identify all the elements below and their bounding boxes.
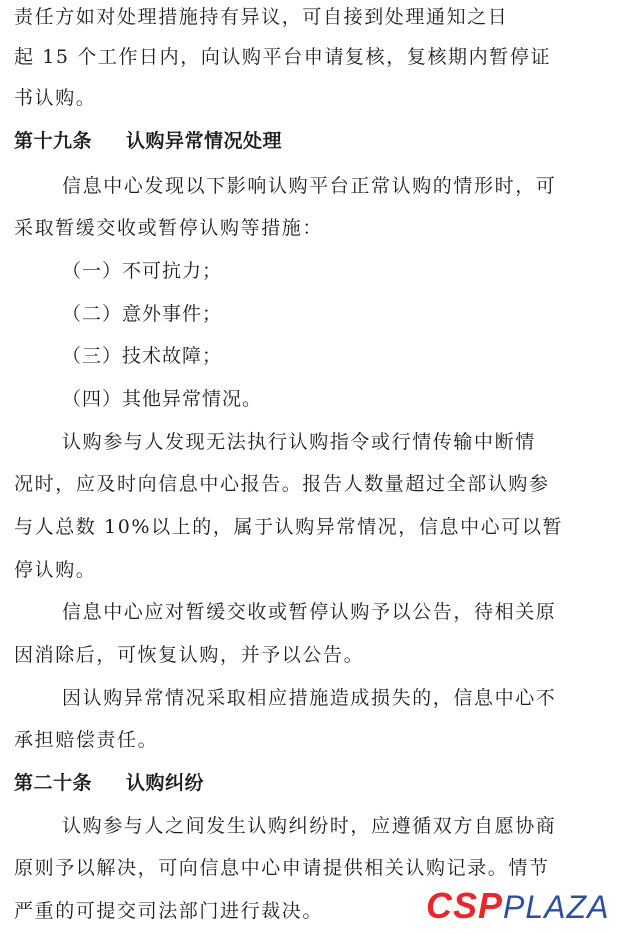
article-number: 第二十条 (14, 772, 93, 794)
paragraph-line: 停认购。 (14, 559, 97, 581)
paragraph-line: 信息中心应对暂缓交收或暂停认购予以公告，待相关原 (62, 601, 557, 623)
paragraph-line: 责任方如对处理措施持有异议，可自接到处理通知之日 (14, 6, 509, 28)
paragraph-line: 书认购。 (14, 87, 97, 109)
article-title: 认购异常情况处理 (126, 130, 283, 152)
paragraph-line: 承担赔偿责任。 (14, 729, 159, 751)
paragraph-line: 严重的可提交司法部门进行裁决。 (14, 900, 324, 922)
paragraph-line: 起 15 个工作日内，向认购平台申请复核，复核期内暂停证 (14, 46, 552, 68)
paragraph-line: 采取暂缓交收或暂停认购等措施： (14, 217, 324, 239)
paragraph-line: 与人总数 10%以上的，属于认购异常情况，信息中心可以暂 (14, 516, 564, 538)
paragraph-line: 因认购异常情况采取相应措施造成损失的，信息中心不 (62, 687, 557, 709)
paragraph-line: 况时，应及时向信息中心报告。报告人数量超过全部认购参 (14, 473, 550, 495)
logo-csp-text: CSP (426, 885, 504, 926)
article-19-heading (14, 126, 614, 156)
list-item: （三）技术故障； (62, 345, 223, 367)
paragraph-line: 原则予以解决，可向信息中心申请提供相关认购记录。情节 (14, 857, 550, 879)
logo-plaza-text: PLAZA (503, 889, 610, 925)
paragraph-line: 认购参与人之间发生认购纠纷时，应遵循双方自愿协商 (62, 815, 557, 837)
paragraph-line: 信息中心发现以下影响认购平台正常认购的情形时，可 (62, 175, 557, 197)
article-number: 第十九条 (14, 130, 93, 152)
cspplaza-watermark-logo (426, 886, 609, 926)
article-20-heading (14, 768, 614, 798)
paragraph-line: 认购参与人发现无法执行认购指令或行情传输中断情 (62, 431, 536, 453)
article-title: 认购纠纷 (126, 772, 205, 794)
list-item: （一）不可抗力； (62, 260, 223, 282)
list-item: （四）其他异常情况。 (62, 388, 263, 410)
list-item: （二）意外事件； (62, 303, 223, 325)
paragraph-line: 因消除后，可恢复认购，并予以公告。 (14, 644, 365, 666)
